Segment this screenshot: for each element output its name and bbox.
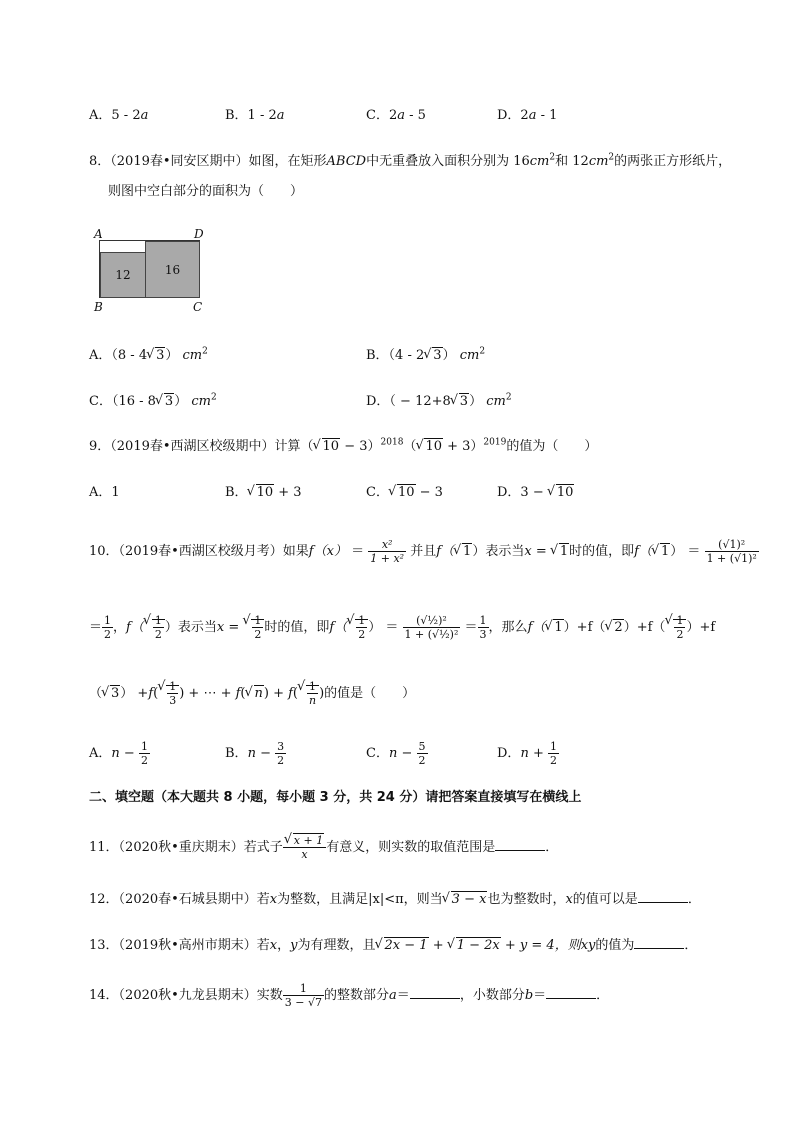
label-b: B: [94, 300, 103, 314]
answer-blank[interactable]: [410, 988, 460, 999]
q8-option-d: D．（ − 12+8√ 3） $cm^2$: [366, 390, 512, 409]
q12-stem: 12．（2020春•石城县期中）若x为整数，且满足|x|<π，则当√ 3 − x也为整数时，x的值可以是 ．: [89, 888, 701, 907]
q9-option-d: D．3 − √ 10: [497, 481, 574, 500]
q10-option-d: D．n + $\frac{1}{2}$: [497, 740, 557, 767]
label-d: D: [194, 227, 204, 241]
q7-option-a: A．5 - 2a: [89, 108, 149, 123]
q7-option-c: C．2a - 5: [366, 108, 426, 123]
q7-option-b: B．1 - 2a: [225, 108, 285, 123]
q9-option-b: B．√ 10 + 3: [225, 481, 302, 500]
q9-stem: 9．（2019春•西湖区校级期中）计算（√ 10 − 3）$^{2018}$（√ 10 + 3）$^{2019}$的值为（ ）: [89, 435, 597, 454]
answer-blank[interactable]: [495, 840, 545, 851]
q14-stem: 14．（2020秋•九龙县期末）实数 $\frac{1}{3 - √7}$ 的整数部分a＝ ，小数部分b＝ ．: [89, 982, 610, 1009]
q7-option-d: D．2a - 1: [497, 108, 558, 123]
q8-option-b: B．（4 - 2√ 3） $cm^2$: [366, 344, 485, 363]
q8-option-a: A．（8 - 4√ 3） $cm^2$: [89, 344, 208, 363]
q8-rectangle-figure: [99, 240, 199, 298]
label-c: C: [193, 300, 203, 314]
q10-option-c: C．n − $\frac{5}{2}$: [366, 740, 426, 767]
q8-option-c: C．（16 - 8√ 3） $cm^2$: [89, 390, 217, 409]
q10-option-b: B．n − $\frac{3}{2}$: [225, 740, 285, 767]
section-heading: 二、填空题（本大题共 8 小题，每小题 3 分，共 24 分）请把答案直接填写在横线上: [89, 790, 582, 805]
q13-stem: 13．（2019秋•高州市期末）若x，y为有理数，且√ 2x − 1 + √ 1 − 2x + y = 4，则xy的值为 ．: [89, 934, 697, 953]
square-16: 16: [145, 241, 200, 298]
label-a: A: [94, 227, 103, 241]
square-12: 12: [100, 252, 146, 298]
answer-blank[interactable]: [638, 892, 688, 903]
q10-line1: 10．（2019春•西湖区校级月考）如果f（x） ＝ $\frac{\text{x²}}{\text{1 + x²}}$ 并且f（√ 1）表示当x = √ 1时的值，即f（√ 1） ＝ $\frac{\text{(√1)²}}{\text{1 + (√1)²}}$: [89, 538, 759, 565]
q9-option-a: A．1: [89, 485, 120, 500]
q8-line2: 则图中空白部分的面积为（ ）: [108, 184, 304, 199]
q9-option-c: C．√ 10 − 3: [366, 481, 443, 500]
answer-blank[interactable]: [546, 988, 596, 999]
q8-line1: 8．（2019春•同安区期中）如图，在矩形ABCD中无重叠放入面积分别为 $16cm^2$和 $12cm^2$的两张正方形纸片，: [89, 152, 732, 169]
q11-stem: 11．（2020秋•重庆期末）若式子 √ $\frac{x + 1}{x}$ 有意义，则实数的取值范围是 ．: [89, 834, 558, 861]
answer-blank[interactable]: [634, 938, 684, 949]
q10-line3: （√ 3） +f( √ $\frac{1}{3}$ ) + ⋯ + f(√ n) + f( √ $\frac{1}{n}$ )的值是（ ）: [89, 680, 415, 707]
q10-option-a: A．n − $\frac{1}{2}$: [89, 740, 148, 767]
q10-line2: ＝ $\frac{1}{2}$ ，f（ √ $\frac{1}{2}$ ）表示当x = √ $\frac{1}{2}$ 时的值，即f（ √ $\frac{1}{2}$ ） ＝ $\frac{\text{(√½)²}}{\text{1 + (√½)²}}$ ＝ $\frac{1}{3}$ ，那么f（√ 1）+f（√ 2）+f（ √ $\frac{1}{2}$ ）+f: [89, 614, 715, 641]
